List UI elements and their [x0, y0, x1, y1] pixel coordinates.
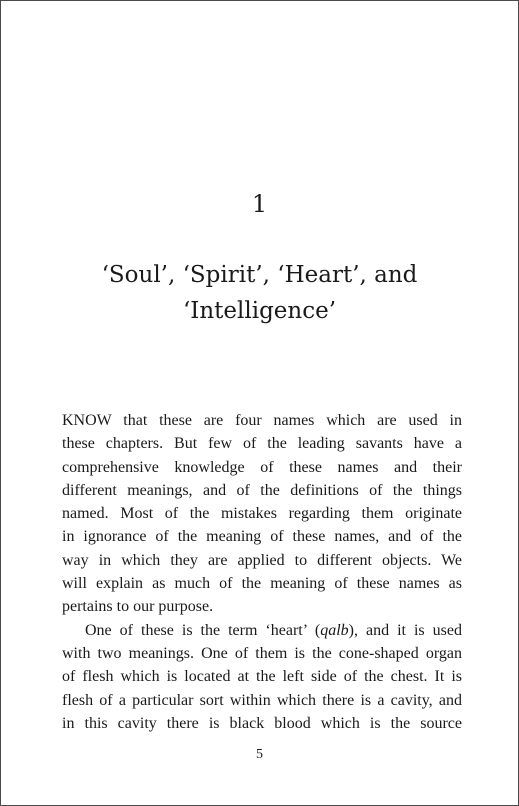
text-segment: One of these is the term ‘heart’ ( — [85, 621, 321, 639]
text-line — [62, 619, 462, 642]
text-line: named. Most of the mistakes regarding them originate — [62, 505, 462, 523]
text-line: in ignorance of the meaning of these names, and of the — [62, 528, 462, 546]
text-line: flesh of a particular sort within which there is a cavity, and — [62, 691, 462, 709]
text-line: different meanings, and of the definitions of the things — [62, 481, 462, 499]
body-text — [62, 409, 462, 735]
text-line: will explain as much of the meaning of these names as — [62, 575, 462, 593]
text-line: pertains to our purpose. — [62, 598, 214, 616]
paragraph-1 — [62, 409, 462, 619]
chapter-title-line-1: ‘Soul’, ‘Spirit’, ‘Heart’, and — [101, 262, 418, 288]
italic-term: qalb — [320, 621, 349, 639]
text-segment: ), and it is used — [348, 621, 462, 639]
text-line: in this cavity there is black blood which is the source — [62, 714, 462, 732]
text-line: KNOW that these are four names which are used in — [62, 412, 462, 429]
paragraph-2 — [62, 619, 462, 735]
text-line: way in which they are applied to different objects. We — [62, 551, 462, 569]
text-line: with two meanings. One of them is the cone-shaped organ — [62, 644, 462, 662]
chapter-title — [1, 257, 518, 329]
chapter-number: 1 — [251, 190, 268, 218]
text-line: of flesh which is located at the left side of the chest. It is — [62, 668, 462, 686]
text-line: these chapters. But few of the leading savants have a — [62, 435, 462, 453]
page-number: 5 — [256, 747, 263, 762]
chapter-title-line-2: ‘Intelligence’ — [182, 298, 337, 324]
text-line: comprehensive knowledge of these names and their — [62, 458, 462, 476]
